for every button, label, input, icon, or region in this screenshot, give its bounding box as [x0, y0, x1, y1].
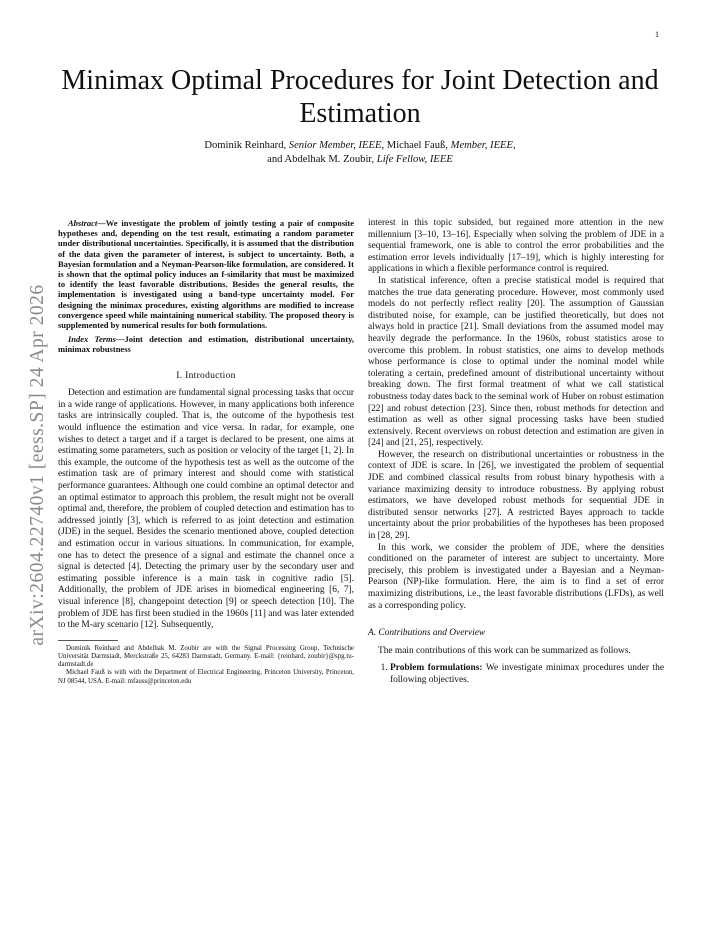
right-paragraph-4: In this work, we consider the problem of JDE, where the densities conditioned on the parameter of interest are subject to uncertainty. More precisely, this problem is investigated under a Bayesian and a Neyman-Pearson (NP)-like formulation. Here, the aim is to find a set of error maximizing distributions, i.e., the least favorable distributions (LFDs), as well as a corresponding policy. [368, 542, 664, 611]
index-terms: Index Terms—Joint detection and estimation, distributional uncertainty, minimax robustness [58, 334, 354, 355]
abstract-text: We investigate the problem of jointly testing a pair of composite hypotheses and, depending on the test result, estimating a random parameter under distributional uncertainties. Specifically, it is assumed that the distribution of the data given the parameter of interest, is subject to uncertainty. Both, a Bayesian formulation and a Neyman-Pearson-like formulation, are considered. It is shown that the optimal policy induces an f-similarity that must be maximized to identify the least favorable distributions. Besides the general results, the implementation is investigated using a band-type uncertainty model. For designing the minimax procedures, existing algorithms are modified to increase convergence speed while maintaining numerical stability. The proposed theory is supplemented by numerical results for both formulations. [58, 218, 354, 331]
right-paragraph-1: interest in this topic subsided, but regained more attention in the new millennium [3–10, 13–16]. Especially when solving the problem of JDE in a sequential framework, one is able to control the error probabilities and the estimation error levels individually [17–19], which is highly interesting for applications in which a flexible performance control is required. [368, 218, 664, 275]
subsection-heading-contributions: A. Contributions and Overview [368, 628, 486, 639]
section-heading-introduction: I. Introduction [176, 370, 236, 381]
footnote-affiliation-1: Dominik Reinhard and Abdelhak M. Zoubir are with the Signal Processing Group, Technische Universität Darmstadt, Merckstraße 25, 64283 Darmstadt, Germany. E-mail: {reinhard, zoubir}@spg.tu-darmstadt.de [58, 644, 354, 669]
index-terms-label: Index Terms [68, 334, 116, 345]
authors-line-2: and Abdelhak M. Zoubir, Life Fellow, IEEE [267, 154, 453, 165]
list-item [390, 663, 664, 686]
arxiv-id: arXiv:2604.22740v1 [eess.SP] 24 Apr 2026 [27, 284, 48, 646]
right-column [368, 218, 664, 687]
right-paragraph-2: In statistical inference, often a precise statistical model is required that matches the true data generating procedure. However, most commonly used models do not perfectly reflect reality [20]. The assumption of Gaussian distributed noise, for example, can be justified theoretically, but does not always hold in practice [21]. Small deviations from the assumed model may heavily degrade the performance. In the 1960s, robust statistics arose to overcome this problem. In robust statistics, one aims to develop methods whose performance is close to optimal under the nominal model while tolerating a certain, predefined amount of distributional uncertainty without breaking down. The first formal treatment of what we call statistical robustness today dates back to the seminal work of Huber on robust estimation [22] and robust detection [23]. Since then, robust methods for detection and estimation as well as other signal processing tasks have been studied extensively. Recent overviews on robust detection and estimation are given in [24] and [21, 25], respectively. [368, 275, 664, 449]
footnote-rule [58, 640, 118, 641]
left-column [58, 218, 354, 686]
index-terms-text: Joint detection and estimation, distributional uncertainty, minimax robustness [58, 334, 354, 355]
footnote-affiliation-2: Michael Fauß is with with the Department of Electrical Engineering, Princeton University, Princeton, NJ 08544, USA. E-mail: mfauss@princeton.edu [58, 669, 354, 685]
intro-paragraph-1: Detection and estimation are fundamental signal processing tasks that occur in a wide range of applications. However, in many applications both inference tasks are intrinsically coupled. That is, the outcome of the hypothesis test would influence the estimation and vice versa. In radar, for example, one wishes to detect a target and if a target is declared to be present, one aims at estimating some parameters, such as position or velocity of the target [1, 2]. In this example, the outcome of the hypothesis test as well as the outcome of the estimation task are of primary interest and should come with statistical performance guarantees. Although one could combine an optimal detector and an optimal estimator to approach this problem, the result might not be overall optimal and, therefore, the problem of coupled detection and estimation has to addressed jointly [3], which is referred to as joint detection and estimation (JDE) in the sequel. Besides the scenario mentioned above, coupled detection and estimation occur in various situations. In communication, for example, one has to detect the presence of a signal and estimate the channel once a signal is detected [4]. Detecting the primary user by the secondary user and estimating possible inference is a main task in cognitive radio [5]. Additionally, the problem of JDE arises in biomedical engineering [6, 7], visual inference [8], changepoint detection [9] or speech detection [10]. The problem of JDE has first been studied in the 1960s [11] and was later extended to the M-ary scenario [12]. Subsequently, [58, 388, 354, 631]
list-item-text: We investigate minimax procedures under the following objectives. [390, 663, 664, 685]
authors-line-1: Dominik Reinhard, Senior Member, IEEE, Michael Fauß, Member, IEEE, [204, 140, 516, 151]
paper-title: Minimax Optimal Procedures for Joint Detection and Estimation [61, 65, 659, 129]
right-paragraph-3: However, the research on distributional uncertainties or robustness in the context of JDE is scare. In [26], we investigated the problem of sequential JDE and combined classical results from robust binary hypothesis with a variance maximizing density to introduce robustness. By applying robust estimators, we have developed robust methods for sequential JDE in distributed sensor networks [27]. A restricted Bayes approach to tackle uncertainty about the prior probabilities of the hypotheses has been proposed in [28, 29]. [368, 449, 664, 542]
list-item-label: Problem formulations: [390, 663, 483, 674]
page-number: 1 [655, 30, 659, 39]
arxiv-stamp [18, 250, 58, 680]
abstract: Abstract—We investigate the problem of jointly testing a pair of composite hypotheses and, depending on the test result, estimating a random parameter under distributional uncertainties. Specifically, it is assumed that the distribution of the data given the parameter of interest, is subject to uncertainty. Both, a Bayesian formulation and a Neyman-Pearson-like formulation, are considered. It is shown that the optimal policy induces an f-similarity that must be maximized to identify the least favorable distributions. Besides the general results, the implementation is investigated using a band-type uncertainty model. For designing the minimax procedures, existing algorithms are modified to increase convergence speed while maintaining numerical stability. The proposed theory is supplemented by numerical results for both formulations. [58, 218, 354, 331]
abstract-label: Abstract [68, 218, 98, 228]
author-block [60, 139, 660, 167]
right-paragraph-5: The main contributions of this work can be summarized as follows. [378, 645, 631, 656]
contributions-list [368, 663, 664, 686]
